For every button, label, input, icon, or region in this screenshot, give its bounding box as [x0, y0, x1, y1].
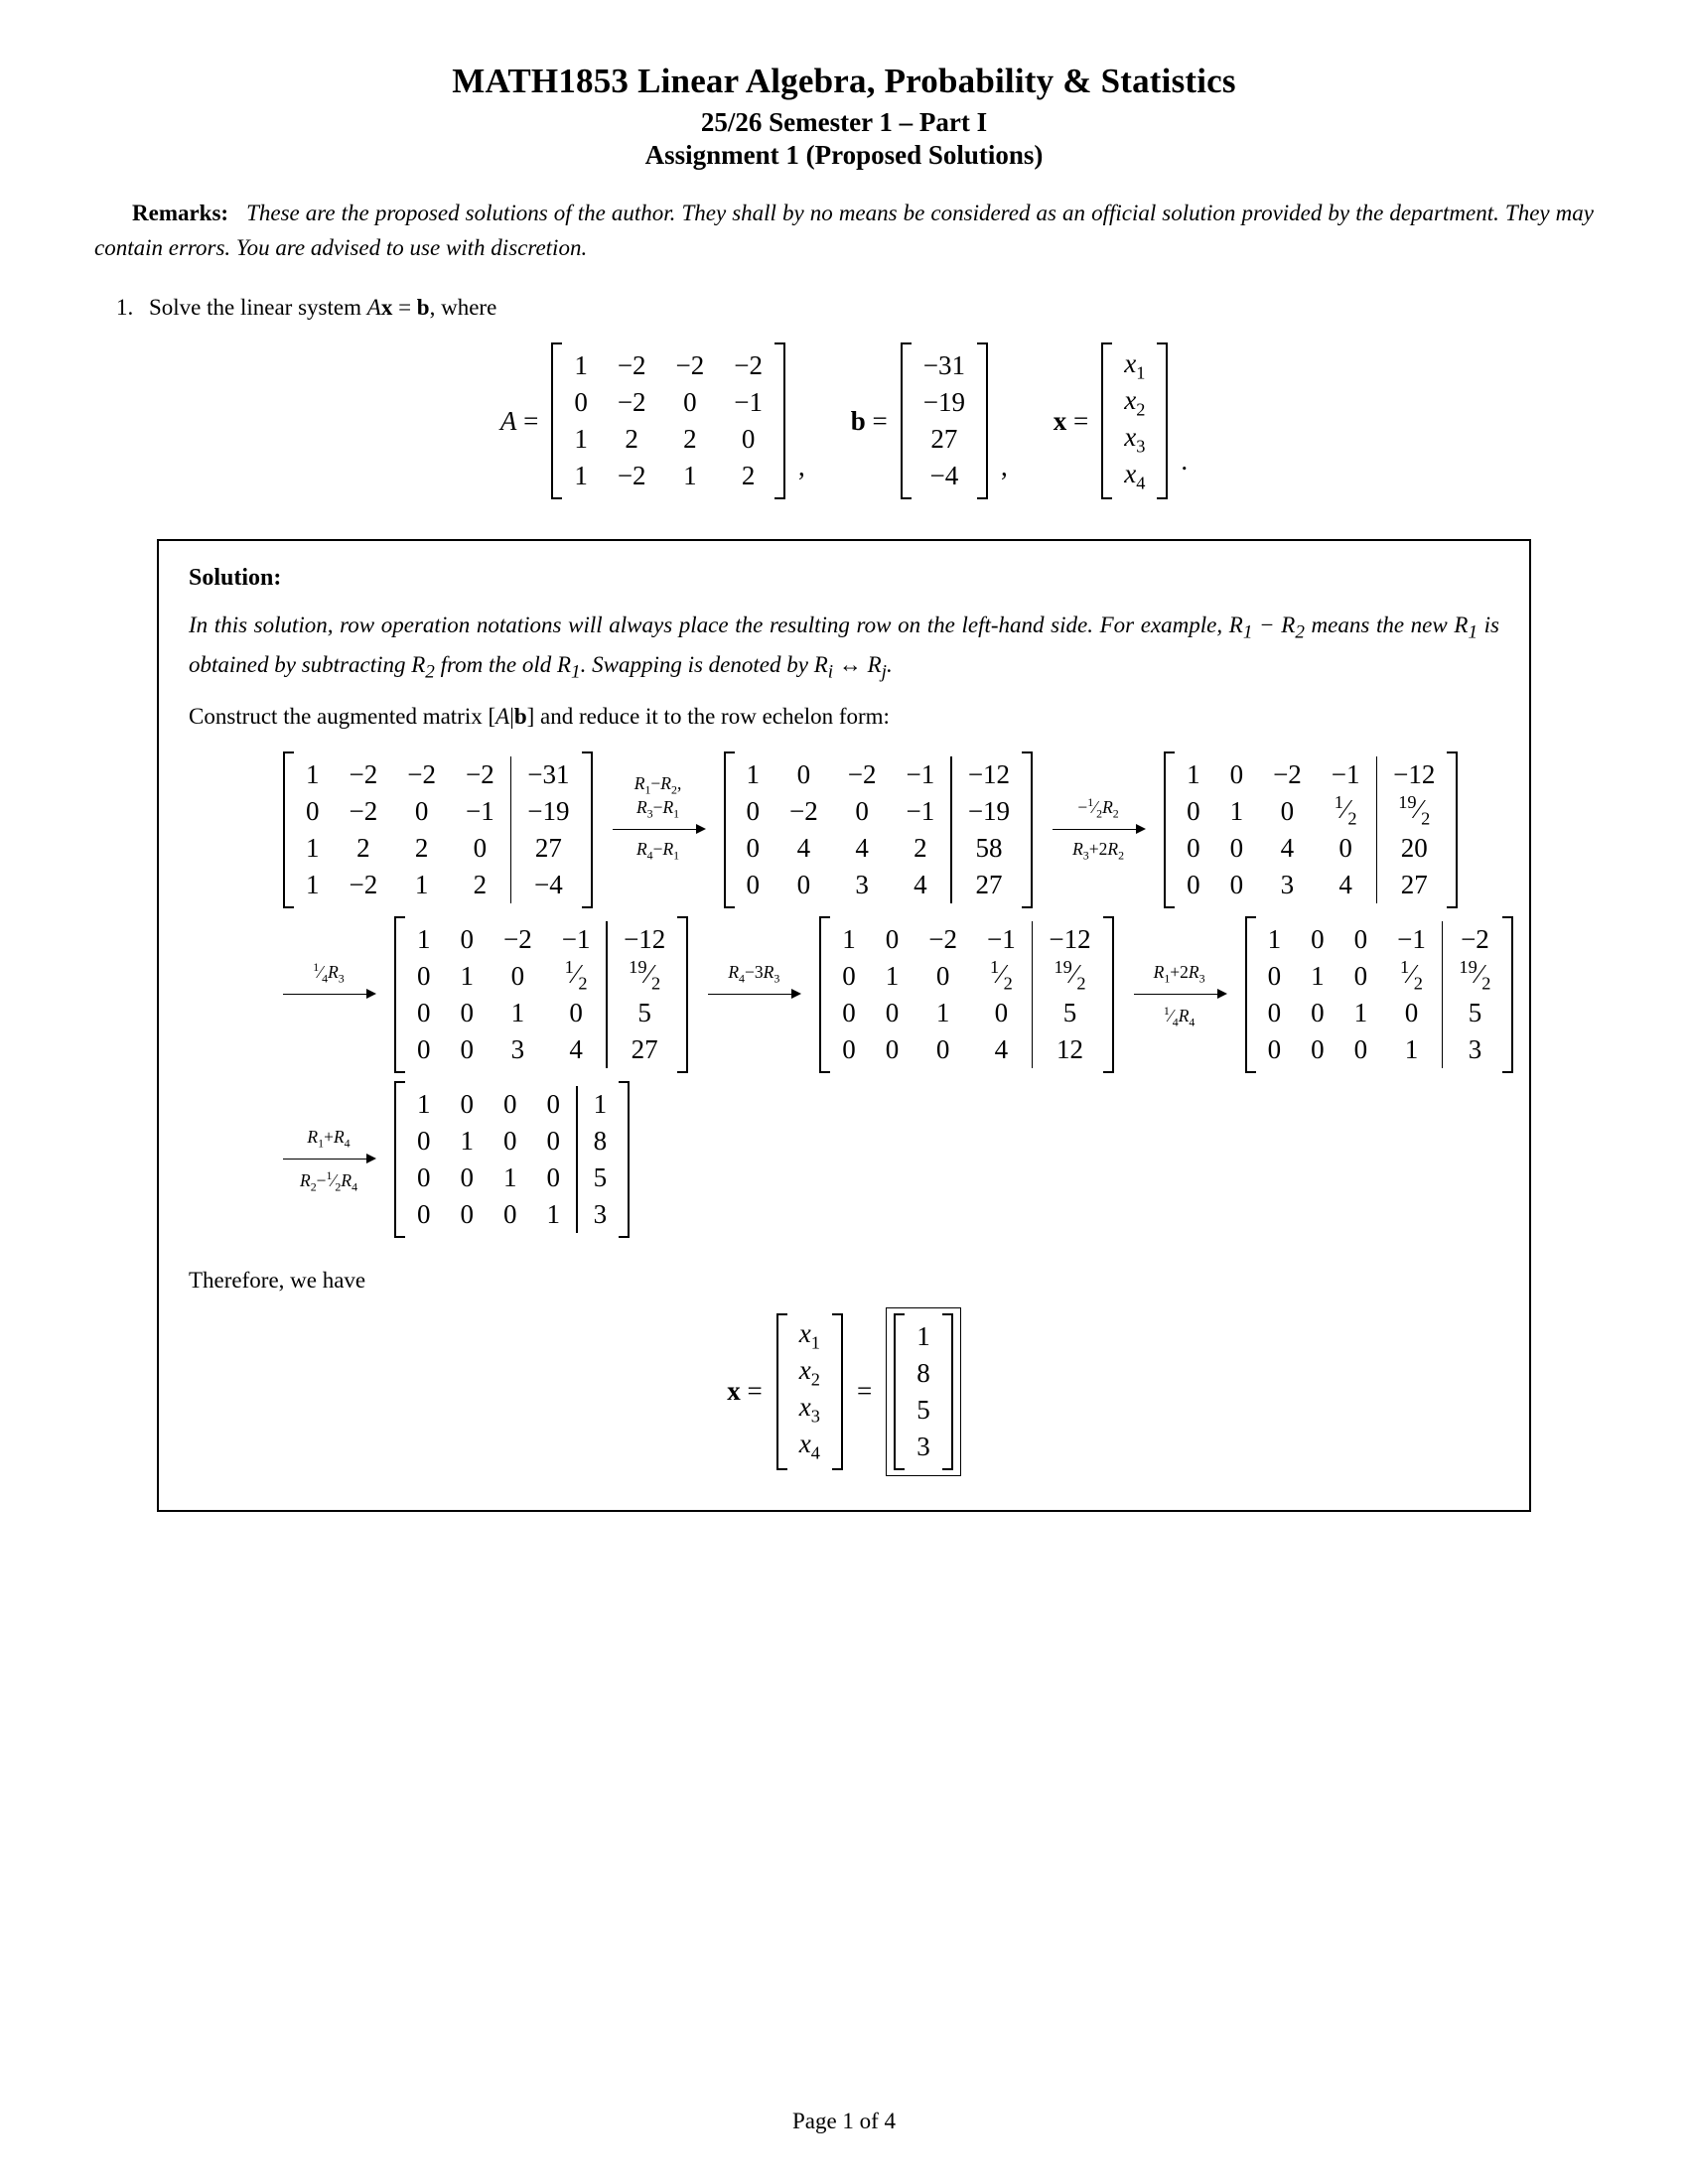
matrix-cell: 0 [746, 832, 761, 863]
matrix-cell: 0 [1353, 923, 1368, 954]
matrix-cell: −2 [928, 923, 958, 954]
matrix-cell: 4 [796, 832, 811, 863]
matrix-cell: 2 [356, 832, 370, 863]
matrix-cell: 0 [842, 960, 856, 991]
matrix-cell: −1 [1397, 923, 1426, 954]
matrix-cell: 0 [503, 1125, 517, 1156]
matrix [819, 916, 1113, 1073]
matrix-cell: −2 [349, 795, 378, 826]
boxed-result [886, 1307, 961, 1476]
matrix-cell: 1 [546, 1198, 560, 1229]
matrix-cell: −1 [987, 923, 1016, 954]
matrix-cell: 1 [574, 350, 588, 380]
matrix-cell: 4 [994, 1033, 1009, 1064]
matrix-cell: 0 [460, 1198, 474, 1229]
matrix-cell: 1 [417, 923, 431, 954]
augmented-divider [510, 756, 512, 903]
matrix-cell: 27 [930, 424, 958, 454]
matrix-cell: 0 [414, 795, 429, 826]
matrix-cell: 0 [1280, 795, 1295, 826]
matrix-cell: 0 [417, 1033, 431, 1064]
matrix-cell: 2 [683, 424, 697, 454]
matrix-cell: 0 [460, 1033, 474, 1064]
matrix-cell: 0 [746, 869, 761, 899]
matrix-cell: 2 [473, 869, 488, 899]
matrix [894, 1313, 953, 1470]
matrix-cell: 0 [574, 387, 588, 417]
matrix-cell: 1 [842, 923, 856, 954]
matrix-A-definition: A = 1 −2 −2 −2 0 −2 0 −1 1 2 2 0 1 −2 1 2 , [500, 342, 805, 499]
row-operation-label-above: $R_1+2R_3$ [1153, 961, 1205, 986]
arrow-line [1134, 990, 1225, 1000]
matrix [724, 751, 1034, 908]
augmented-divider [950, 756, 952, 903]
matrix-cell: 0 [1267, 1033, 1282, 1064]
matrix-cell: 0 [855, 795, 869, 826]
reduction-line-3 [283, 1081, 1499, 1238]
arrow-line [283, 990, 374, 1000]
matrix-cell: −2 [349, 758, 378, 789]
matrix-cell: −1 [561, 923, 591, 954]
row-operation-arrow [613, 773, 704, 886]
title-block [94, 62, 1594, 171]
matrix-cell: 0 [1353, 960, 1368, 991]
row-operation-label-below [323, 1000, 335, 1004]
matrix-cell: 1 [460, 960, 474, 991]
reduction-line-2 [283, 916, 1499, 1073]
matrix-cell: 1 [916, 1320, 930, 1351]
matrix-cell: −2 [675, 350, 705, 380]
matrix-cell: −12 [624, 923, 666, 954]
row-operation-label-above: $R_1-R_2$, $R_3-R_1$ [633, 773, 682, 821]
matrix-cell: 27 [631, 1033, 658, 1064]
matrix-cell: −2 [1273, 758, 1302, 789]
matrix-cell: 0 [417, 1198, 431, 1229]
matrix-cell: 1 [306, 758, 320, 789]
matrix-cell: 0 [1353, 1033, 1368, 1064]
matrix-cell: 1 [593, 1088, 608, 1119]
matrix-cell: $^{19}⁄_2$ [1398, 792, 1431, 829]
vector-b-definition: b = −31 −19 27 −4 , [851, 342, 1008, 499]
matrix-cell: 2 [914, 832, 927, 863]
matrix-cell: 1 [1311, 960, 1325, 991]
matrix-cell: 4 [569, 1033, 583, 1064]
matrix-cell: 0 [1229, 869, 1244, 899]
matrix-cell: 0 [842, 997, 856, 1027]
definition-equation [94, 342, 1594, 499]
matrix-cell: 5 [637, 997, 651, 1027]
matrix-cell: 0 [1187, 869, 1200, 899]
matrix-cell: −2 [1461, 923, 1489, 954]
matrix-cell: 3 [855, 869, 869, 899]
matrix-cell: −2 [617, 387, 646, 417]
matrix-cell: $^{19}⁄_2$ [629, 957, 661, 994]
row-operation-arrow [1134, 960, 1225, 1028]
matrix-cell: $x_4$ [1124, 458, 1146, 493]
row-operation-arrow [283, 1125, 374, 1193]
matrix-cell: −12 [967, 758, 1011, 789]
matrix-cell: $x_2$ [798, 1355, 820, 1390]
matrix-cell: 0 [1311, 1033, 1325, 1064]
page-footer: Page 1 of 4 [791, 2109, 897, 2133]
matrix-cell: −19 [922, 387, 966, 417]
matrix-cell: 0 [885, 1033, 900, 1064]
matrix-cell: 4 [1280, 832, 1295, 863]
matrix-cell: 0 [796, 758, 811, 789]
matrix-cell: 1 [414, 869, 429, 899]
matrix-cell: 5 [1062, 997, 1077, 1027]
matrix-cell: 0 [546, 1088, 560, 1119]
matrix-cell: −1 [906, 795, 935, 826]
matrix-cell: 0 [1311, 923, 1325, 954]
matrix-cell: −4 [929, 461, 959, 490]
matrix-cell: 3 [510, 1033, 525, 1064]
row-operation-label-below: $R_4-R_1$ [635, 838, 680, 863]
matrix-cell: −2 [503, 923, 532, 954]
final-answer-equation: x = $x_1$ $x_2$ $x_3$ $x_4$ = 1 8 5 3 [189, 1307, 1499, 1476]
arrow-line [613, 825, 704, 835]
matrix-cell: −2 [617, 461, 646, 490]
problem-number: 1. [116, 295, 134, 320]
matrix-cell: 8 [593, 1125, 608, 1156]
period: . [1181, 445, 1189, 476]
matrix-cell: 0 [473, 832, 488, 863]
matrix-cell: $x_1$ [1124, 347, 1146, 383]
matrix-cell: 2 [741, 461, 756, 490]
row-operation-label-below: $R_3+2R_2$ [1072, 838, 1125, 863]
matrix [1164, 751, 1458, 908]
matrix-cell: −31 [527, 758, 570, 789]
augmented-divider [606, 921, 608, 1068]
vector-x-definition: x = $x_1$ $x_2$ $x_3$ $x_4$ . [1054, 342, 1188, 499]
matrix-cell: 0 [460, 997, 474, 1027]
matrix-cell: 2 [625, 424, 638, 454]
row-operation-label-above: $^1⁄_4R_3$ [313, 959, 345, 986]
matrix-cell: 0 [306, 795, 320, 826]
matrix-cell: 5 [1468, 997, 1482, 1027]
matrix-cell: 0 [417, 997, 431, 1027]
row-operation-label-below [748, 1000, 760, 1004]
matrix-cell: 1 [1267, 923, 1282, 954]
problem-text: Solve the linear system Ax = b, where [149, 295, 497, 320]
matrix-cell: $x_3$ [1124, 421, 1146, 457]
augmented-divider [576, 1086, 578, 1233]
matrix-cell: 4 [914, 869, 927, 899]
subtitle-semester: 25/26 Semester 1 – Part I [700, 107, 988, 137]
matrix-cell: 0 [741, 424, 756, 454]
matrix-cell: 4 [1338, 869, 1352, 899]
matrix-cell: 0 [1267, 997, 1282, 1027]
row-operation-label-above: $R_4-3R_3$ [728, 961, 780, 986]
row-operation-label-below: $^1⁄_4R_4$ [1163, 1003, 1196, 1028]
reduction-line-1 [283, 751, 1499, 908]
matrix-cell: 27 [1400, 869, 1428, 899]
matrix [1101, 342, 1168, 499]
row-operation-label-above: $R_1+R_4$ [307, 1126, 351, 1151]
matrix-cell: −19 [967, 795, 1011, 826]
matrix-cell: 0 [796, 869, 811, 899]
remarks-paragraph [94, 197, 1594, 265]
matrix-cell: −2 [465, 758, 494, 789]
matrix [776, 1313, 843, 1470]
matrix-cell: $^{19}⁄_2$ [1054, 957, 1086, 994]
matrix-cell: 1 [574, 424, 588, 454]
arrow-line [283, 1155, 374, 1164]
construct-line: Construct the augmented matrix [A|b] and reduce it to the row echelon form: [189, 703, 890, 729]
row-operation-arrow [283, 960, 374, 1028]
arrow-line [708, 990, 799, 1000]
matrix-cell: −4 [534, 869, 563, 899]
therefore-text: Therefore, we have [189, 1267, 366, 1293]
matrix-cell: $^1⁄_2$ [1400, 957, 1423, 994]
matrix-cell: 0 [510, 960, 525, 991]
matrix-cell: 1 [935, 997, 950, 1027]
matrix-cell: 0 [885, 923, 900, 954]
matrix-cell: 0 [460, 1088, 474, 1119]
matrix-cell: 0 [1187, 832, 1200, 863]
matrix-cell: $x_3$ [798, 1392, 820, 1427]
row-operation-label-below: $R_2-^1⁄_2R_4$ [299, 1167, 358, 1193]
matrix [901, 342, 988, 499]
matrix-cell: 1 [885, 960, 900, 991]
matrix-cell: 0 [546, 1161, 560, 1192]
matrix-cell: 0 [503, 1088, 517, 1119]
problem-statement [94, 295, 1594, 321]
matrix-cell: −31 [922, 350, 966, 380]
solution-note: In this solution, row operation notations will always place the resulting row on the left-hand side. For example, $R_1 - R_2$ means the new $R_1$ is obtained by subtracting $R_2$ from the old $R_1$. Swapping is denoted by $R_i$ ↔ $R_j$. [189, 613, 1499, 683]
matrix [1245, 916, 1514, 1073]
matrix-cell: 27 [534, 832, 562, 863]
matrix-cell: 0 [683, 387, 697, 417]
row-operation-arrow [1053, 795, 1144, 864]
augmented-divider [1442, 921, 1444, 1068]
matrix-cell: 2 [414, 832, 429, 863]
matrix-cell: −2 [617, 350, 646, 380]
matrix-cell: 0 [569, 997, 583, 1027]
matrix-cell: 0 [1267, 960, 1282, 991]
matrix-cell: 4 [855, 832, 869, 863]
matrix-cell: −1 [465, 795, 494, 826]
matrix-cell: 3 [916, 1431, 930, 1461]
page-title: MATH1853 Linear Algebra, Probability & Statistics [452, 62, 1236, 100]
solution-header: Solution: [189, 565, 282, 591]
matrix-cell: 0 [417, 1125, 431, 1156]
matrix [283, 751, 593, 908]
matrix-cell: 1 [503, 1161, 517, 1192]
matrix-cell: 1 [460, 1125, 474, 1156]
matrix-cell: 0 [842, 1033, 856, 1064]
matrix-cell: 1 [1404, 1033, 1419, 1064]
subtitle-assignment: Assignment 1 (Proposed Solutions) [644, 140, 1044, 170]
matrix-cell: 0 [460, 1161, 474, 1192]
matrix-cell: −2 [349, 869, 378, 899]
matrix-cell: 1 [574, 461, 588, 490]
matrix-cell: 0 [935, 1033, 950, 1064]
vector-b-symbol: b [416, 295, 430, 320]
augmented-divider [1376, 756, 1378, 903]
matrix-cell: 1 [510, 997, 525, 1027]
matrix-cell: 0 [460, 923, 474, 954]
matrix-cell: 0 [746, 795, 761, 826]
matrix [394, 916, 688, 1073]
matrix-cell: $x_2$ [1124, 384, 1146, 420]
matrix-cell: 1 [417, 1088, 431, 1119]
matrix-cell: 1 [1353, 997, 1368, 1027]
matrix-cell: −12 [1049, 923, 1091, 954]
remarks-label: Remarks: [132, 201, 229, 225]
matrix [394, 1081, 630, 1238]
matrix-cell: 0 [1229, 832, 1244, 863]
matrix-cell: 27 [975, 869, 1003, 899]
row-operation-arrow [708, 962, 799, 1027]
matrix-cell: 0 [546, 1125, 560, 1156]
matrix [551, 342, 785, 499]
matrix-cell: 1 [306, 832, 320, 863]
matrix-cell: −12 [1393, 758, 1436, 789]
matrix-cell: 0 [417, 1161, 431, 1192]
matrix-cell: 0 [1311, 997, 1325, 1027]
matrix-cell: −19 [527, 795, 570, 826]
matrix-cell: 20 [1400, 832, 1428, 863]
matrix-cell: 0 [994, 997, 1009, 1027]
matrix-cell: −1 [734, 387, 764, 417]
comma: , [1001, 451, 1008, 481]
matrix-cell: 5 [593, 1161, 608, 1192]
matrix-cell: $^1⁄_2$ [989, 957, 1013, 994]
matrix-cell: 0 [1404, 997, 1419, 1027]
matrix-cell: $^1⁄_2$ [564, 957, 588, 994]
matrix-cell: $^{19}⁄_2$ [1459, 957, 1491, 994]
matrix-cell: −2 [734, 350, 764, 380]
matrix-cell: 1 [1229, 795, 1244, 826]
matrix-cell: 1 [746, 758, 761, 789]
matrix-cell: −1 [1331, 758, 1360, 789]
matrix-cell: 5 [916, 1394, 930, 1425]
matrix-cell: 0 [417, 960, 431, 991]
row-operation-label-above: $-^1⁄_2R_2$ [1077, 794, 1119, 821]
matrix-A-symbol: A [366, 295, 381, 320]
matrix-cell: $x_4$ [798, 1429, 820, 1463]
solution-box [157, 539, 1531, 1512]
matrix-cell: 12 [1055, 1033, 1083, 1064]
remarks-text: These are the proposed solutions of the author. They shall by no means be considered as an official solution provided by the department. They may contain errors. You are advised to use with discretion. [94, 201, 1594, 260]
matrix-cell: −2 [789, 795, 818, 826]
comma: , [798, 451, 805, 481]
matrix-cell: 0 [1187, 795, 1200, 826]
matrix-cell: 0 [935, 960, 950, 991]
matrix-cell: −1 [906, 758, 935, 789]
matrix-cell: 3 [1280, 869, 1295, 899]
augmented-divider [1032, 921, 1034, 1068]
matrix-cell: $^1⁄_2$ [1334, 792, 1357, 829]
matrix-cell: 0 [1229, 758, 1244, 789]
matrix-cell: $x_1$ [798, 1318, 820, 1353]
matrix-cell: 0 [503, 1198, 517, 1229]
matrix-cell: 1 [306, 869, 320, 899]
matrix-cell: 3 [1468, 1033, 1482, 1064]
matrix-cell: 1 [683, 461, 697, 490]
matrix-cell: 8 [916, 1357, 930, 1388]
matrix-cell: 0 [885, 997, 900, 1027]
matrix-cell: 3 [593, 1198, 608, 1229]
arrow-line [1053, 825, 1144, 835]
matrix-cell: 58 [975, 832, 1003, 863]
matrix-cell: −2 [847, 758, 877, 789]
matrix-cell: −2 [407, 758, 436, 789]
vector-x-symbol: x [380, 295, 393, 320]
matrix-cell: 0 [1338, 832, 1352, 863]
matrix-cell: 1 [1187, 758, 1200, 789]
